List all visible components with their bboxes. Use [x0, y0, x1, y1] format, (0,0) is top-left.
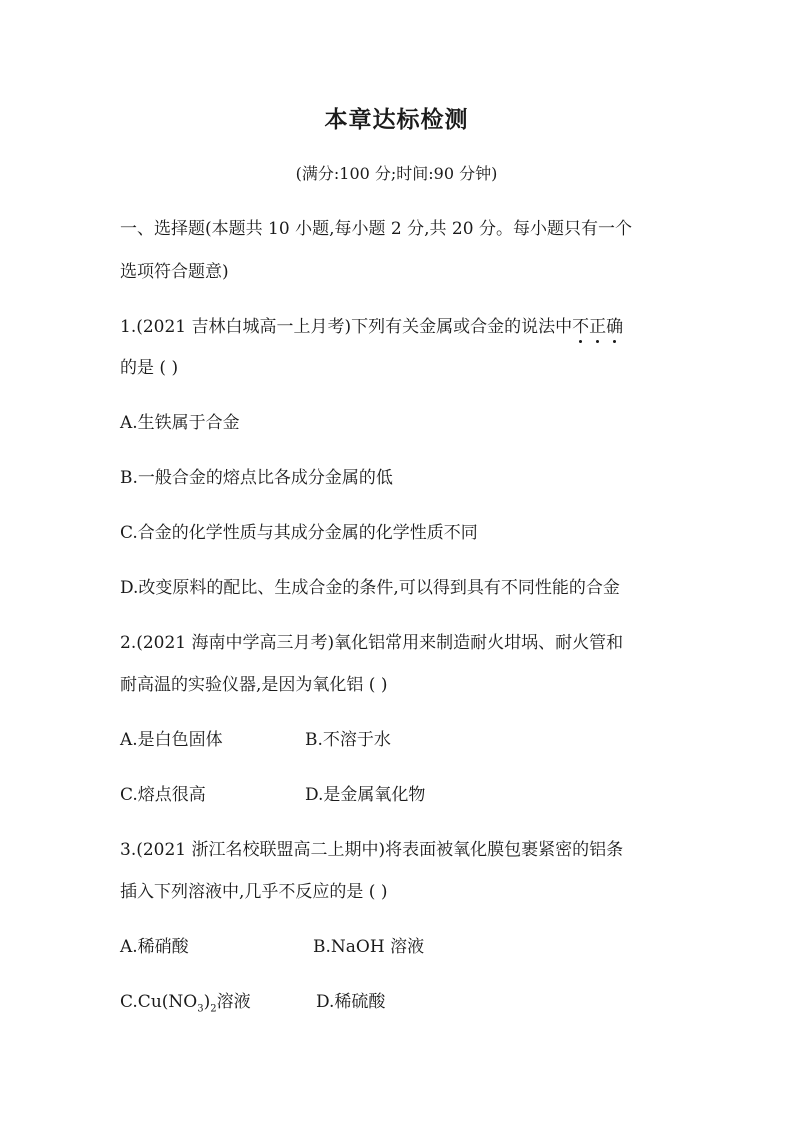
option-c-text: ) [203, 992, 211, 1012]
question-2-option-c: C.熔点很高 [120, 785, 206, 805]
question-1-stem-line1 [120, 312, 623, 337]
question-2-option-d: D.是金属氧化物 [305, 785, 426, 805]
emphasis-char: 正 [589, 312, 606, 337]
score-time-info: (满分:100 分;时间:90 分钟) [295, 164, 498, 183]
question-3-option-a: A.稀硝酸 [120, 937, 189, 957]
option-c-text: C.Cu(NO [120, 992, 198, 1012]
question-2-stem-line2: 耐高温的实验仪器,是因为氧化铝 ( ) [120, 675, 388, 695]
question-1-option-b: B.一般合金的熔点比各成分金属的低 [120, 468, 393, 488]
question-1-stem-line2: 的是 ( ) [120, 358, 179, 378]
option-c-text: 溶液 [216, 992, 251, 1012]
emphasis-char: 确 [606, 312, 623, 337]
question-3-stem-line1: 3.(2021 浙江名校联盟高二上期中)将表面被氧化膜包裹紧密的铝条 [120, 840, 624, 860]
subscript: 3 [197, 1003, 204, 1015]
section-header-line2: 选项符合题意) [120, 262, 229, 282]
question-1-option-c: C.合金的化学性质与其成分金属的化学性质不同 [120, 523, 478, 543]
question-2-option-a: A.是白色固体 [120, 730, 223, 750]
question-2-option-b: B.不溶于水 [305, 730, 391, 750]
question-1-option-d: D.改变原料的配比、生成合金的条件,可以得到具有不同性能的合金 [120, 578, 620, 598]
question-3-option-b: B.NaOH 溶液 [313, 937, 425, 957]
question-3-stem-line2: 插入下列溶液中,几乎不反应的是 ( ) [120, 882, 388, 902]
question-3-option-c [120, 987, 251, 1014]
emphasis-char: 不 [572, 312, 589, 337]
question-3-option-d: D.稀硫酸 [316, 992, 386, 1012]
page-title: 本章达标检测 [324, 107, 469, 133]
question-1-stem-text: 1.(2021 吉林白城高一上月考)下列有关金属或合金的说法中 [120, 317, 573, 337]
subscript: 2 [210, 1003, 217, 1015]
question-2-stem-line1: 2.(2021 海南中学高三月考)氧化铝常用来制造耐火坩埚、耐火管和 [120, 633, 624, 653]
section-header-line1: 一、选择题(本题共 10 小题,每小题 2 分,共 20 分。每小题只有一个 [120, 219, 632, 239]
question-1-option-a: A.生铁属于合金 [120, 413, 240, 433]
